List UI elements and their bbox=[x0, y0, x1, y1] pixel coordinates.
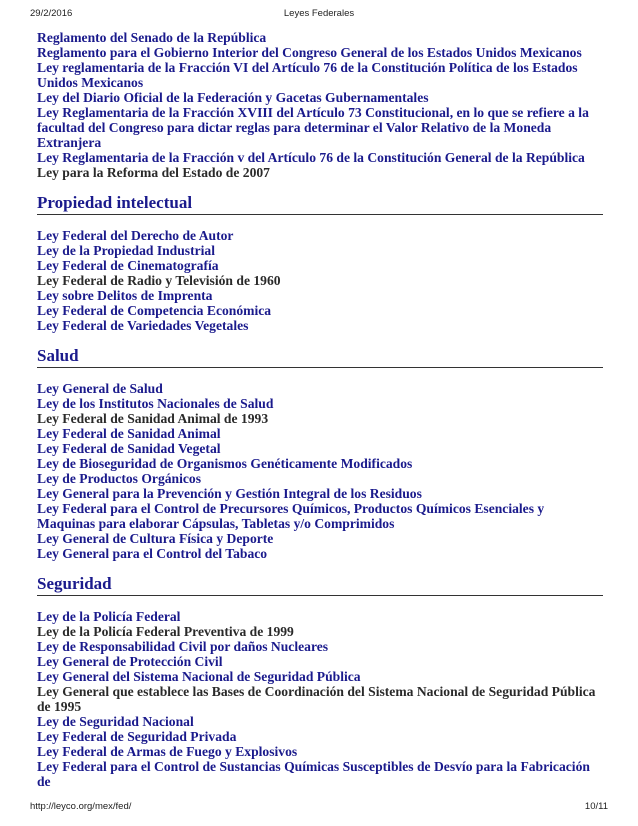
law-item: Ley de la Policía Federal Preventiva de 1999 bbox=[37, 624, 294, 639]
law-item: Ley Federal de Radio y Televisión de 1960 bbox=[37, 273, 281, 288]
law-link[interactable]: Ley Federal para el Control de Sustancias Químicas Susceptibles de Desvío para la Fabricación de bbox=[37, 759, 590, 789]
law-link[interactable]: Reglamento para el Gobierno Interior del Congreso General de los Estados Unidos Mexicanos bbox=[37, 45, 582, 60]
law-item: Ley Federal de Sanidad Animal de 1993 bbox=[37, 411, 269, 426]
sections-container bbox=[37, 193, 603, 789]
law-link[interactable]: Ley General de Protección Civil bbox=[37, 654, 223, 669]
law-link[interactable]: Ley Federal de Seguridad Privada bbox=[37, 729, 237, 744]
law-link[interactable]: Ley Federal de Variedades Vegetales bbox=[37, 318, 249, 333]
law-link[interactable]: Ley Reglamentaria de la Fracción v del Artículo 76 de la Constitución General de la República bbox=[37, 150, 585, 165]
law-link[interactable]: Ley de Seguridad Nacional bbox=[37, 714, 194, 729]
law-link[interactable]: Ley reglamentaria de la Fracción VI del Artículo 76 de la Constitución Política de los Estados Unidos Mexicanos bbox=[37, 60, 578, 90]
law-item: Ley para la Reforma del Estado de 2007 bbox=[37, 165, 270, 180]
law-list-top bbox=[37, 30, 603, 180]
law-link[interactable]: Ley Federal de Sanidad Animal bbox=[37, 426, 221, 441]
law-link[interactable]: Ley General para el Control del Tabaco bbox=[37, 546, 268, 561]
law-link[interactable]: Ley Federal para el Control de Precursores Químicos, Productos Químicos Esenciales y Maquinas para elaborar Cápsulas, Tabletas y/o Comprimidos bbox=[37, 501, 545, 531]
law-link[interactable]: Ley General de Cultura Física y Deporte bbox=[37, 531, 274, 546]
print-header bbox=[30, 8, 608, 22]
law-link[interactable]: Ley de Bioseguridad de Organismos Genéticamente Modificados bbox=[37, 456, 413, 471]
law-link[interactable]: Ley de los Institutos Nacionales de Salud bbox=[37, 396, 274, 411]
section-heading: Salud bbox=[37, 346, 603, 368]
law-list bbox=[37, 609, 603, 789]
law-link[interactable]: Ley Reglamentaria de la Fracción XVIII del Artículo 73 Constitucional, en lo que se refiere a la facultad del Congreso para dictar reglas para determinar el Valor Relativo de la Moneda Extranjera bbox=[37, 105, 589, 150]
law-link[interactable]: Ley Federal de Armas de Fuego y Explosivos bbox=[37, 744, 298, 759]
print-url: http://leyco.org/mex/fed/ bbox=[30, 801, 132, 812]
law-link[interactable]: Ley de Productos Orgánicos bbox=[37, 471, 202, 486]
section-heading: Propiedad intelectual bbox=[37, 193, 603, 215]
law-link[interactable]: Ley Federal de Sanidad Vegetal bbox=[37, 441, 221, 456]
section bbox=[37, 574, 603, 789]
law-list bbox=[37, 381, 603, 561]
law-list bbox=[37, 228, 603, 333]
law-link[interactable]: Ley General del Sistema Nacional de Seguridad Pública bbox=[37, 669, 361, 684]
law-link[interactable]: Ley de Responsabilidad Civil por daños Nucleares bbox=[37, 639, 329, 654]
law-link[interactable]: Reglamento del Senado de la República bbox=[37, 30, 267, 45]
page-number: 10/11 bbox=[584, 801, 608, 812]
law-link[interactable]: Ley sobre Delitos de Imprenta bbox=[37, 288, 213, 303]
page-content bbox=[37, 30, 603, 789]
print-date: 29/2/2016 bbox=[30, 8, 73, 19]
law-link[interactable]: Ley General de Salud bbox=[37, 381, 163, 396]
section-heading: Seguridad bbox=[37, 574, 603, 596]
print-title: Leyes Federales bbox=[283, 8, 355, 19]
section bbox=[37, 346, 603, 561]
law-link[interactable]: Ley Federal de Cinematografía bbox=[37, 258, 219, 273]
law-item: Ley General que establece las Bases de Coordinación del Sistema Nacional de Seguridad Pública de 1995 bbox=[37, 684, 596, 714]
section bbox=[37, 193, 603, 333]
law-link[interactable]: Ley Federal del Derecho de Autor bbox=[37, 228, 234, 243]
print-footer bbox=[30, 801, 608, 815]
law-link[interactable]: Ley Federal de Competencia Económica bbox=[37, 303, 272, 318]
law-link[interactable]: Ley de la Policía Federal bbox=[37, 609, 181, 624]
law-link[interactable]: Ley General para la Prevención y Gestión Integral de los Residuos bbox=[37, 486, 422, 501]
law-link[interactable]: Ley de la Propiedad Industrial bbox=[37, 243, 216, 258]
law-link[interactable]: Ley del Diario Oficial de la Federación y Gacetas Gubernamentales bbox=[37, 90, 429, 105]
